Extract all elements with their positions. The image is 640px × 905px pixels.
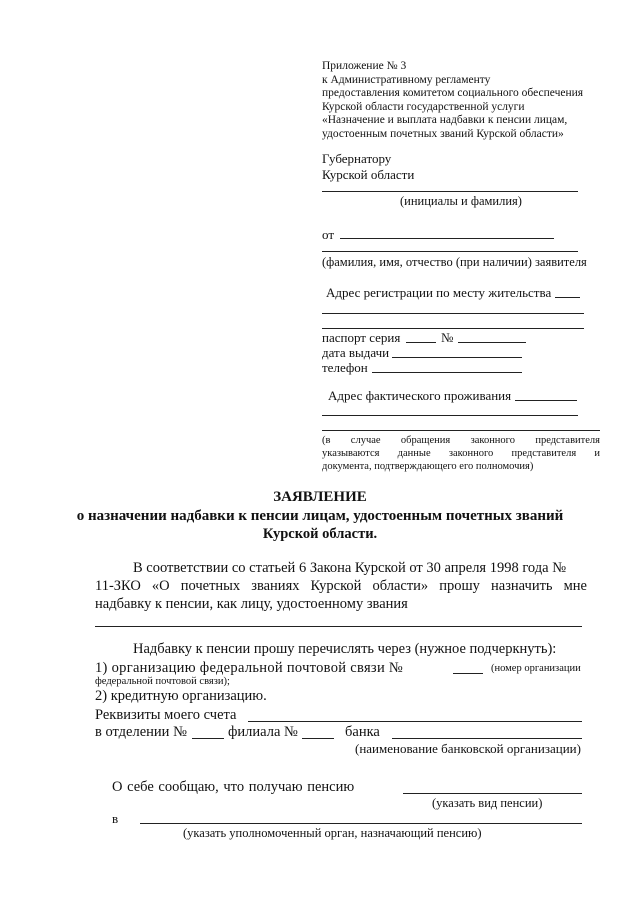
appendix-line: Курской области государственной услуги [322, 100, 525, 113]
account-line [248, 721, 582, 722]
in-label: в [112, 811, 119, 826]
initials-caption: (инициалы и фамилия) [400, 194, 522, 208]
addressee-governor: Губернатору [322, 151, 392, 166]
appendix-line: к Административному регламенту [322, 73, 491, 86]
para1-line3: надбавку к пенсии, как лицу, удостоенному звания [95, 596, 408, 612]
para2: Надбавку к пенсии прошу перечислять через (нужное подчеркнуть): [133, 641, 557, 657]
para1-line2: 11-ЗКО «О почетных званиях Курской области» прошу назначить мне [95, 578, 587, 594]
registration-line-end [555, 297, 580, 298]
representative-note [322, 434, 600, 473]
about-pension-text: О себе сообщаю, что получаю пенсию [112, 779, 355, 795]
passport-number-label: № [441, 330, 454, 345]
option1-note-b: федеральной почтовой связи); [95, 676, 230, 687]
document-title: ЗАЯВЛЕНИЕ [273, 489, 367, 505]
issue-date-label: дата выдачи [322, 345, 390, 360]
authority-caption: (указать уполномоченный орган, назначающий пенсию) [183, 826, 482, 840]
pension-type-line [403, 793, 582, 794]
initials-line [322, 191, 578, 192]
phone-label: телефон [322, 360, 368, 375]
title-of-honor-line [95, 626, 582, 627]
registration-line-2 [322, 313, 584, 314]
option1-note-a: (номер организации [491, 663, 581, 674]
appendix-line: предоставления комитетом социального обеспечения [322, 87, 584, 99]
registration-label: Адрес регистрации по месту жительства [326, 285, 552, 300]
bank-caption: (наименование банковской организации) [355, 741, 581, 756]
from-line [340, 238, 554, 239]
appendix-line: удостоенным почетных званий Курской области» [322, 127, 564, 140]
branch-number-line [192, 738, 224, 739]
actual-address-label: Адрес фактического проживания [328, 388, 512, 403]
option1-number-line [453, 673, 483, 674]
filial-number-line [302, 738, 334, 739]
note-line: документа, подтверждающего его полномочия) [322, 461, 534, 472]
issue-date-line [392, 357, 522, 358]
passport-number-line [458, 342, 526, 343]
account-label: Реквизиты моего счета [95, 707, 237, 723]
authority-line [140, 823, 582, 824]
applicant-line [322, 251, 578, 252]
option2-text: 2) кредитную организацию. [95, 688, 267, 704]
filial-label: филиала № [228, 724, 298, 740]
appendix-block [322, 60, 583, 141]
phone-line [372, 372, 522, 373]
document-subtitle-1: о назначении надбавки к пенсии лицам, удостоенным почетных званий [76, 508, 564, 524]
passport-series-line [406, 342, 436, 343]
note-line: (в случае обращения законного представителя [322, 435, 600, 446]
para1-line1: В соответствии со статьей 6 Закона Курской от 30 апреля 1998 года № [133, 560, 567, 576]
from-label: от [322, 227, 335, 242]
bank-label: банка [345, 724, 380, 740]
pension-caption: (указать вид пенсии) [432, 796, 543, 810]
actual-address-line-end [515, 400, 577, 401]
passport-label: паспорт серия [322, 330, 401, 345]
document-subtitle-2: Курской области. [262, 526, 378, 542]
option1-text: 1) организацию федеральной почтовой связи № [95, 660, 404, 676]
bank-line [392, 738, 582, 739]
registration-line-3 [322, 328, 584, 329]
appendix-line: Приложение № 3 [322, 60, 407, 72]
note-line: указываются данные законного представителя и [322, 448, 600, 459]
appendix-line: «Назначение и выплата надбавки к пенсии лицам, [322, 114, 568, 126]
branch-label: в отделении № [95, 724, 187, 740]
actual-address-line-2 [322, 415, 578, 416]
note-top-line [322, 430, 600, 431]
applicant-caption: (фамилия, имя, отчество (при наличии) заявителя [322, 255, 587, 269]
addressee-region: Курской области [322, 167, 415, 182]
